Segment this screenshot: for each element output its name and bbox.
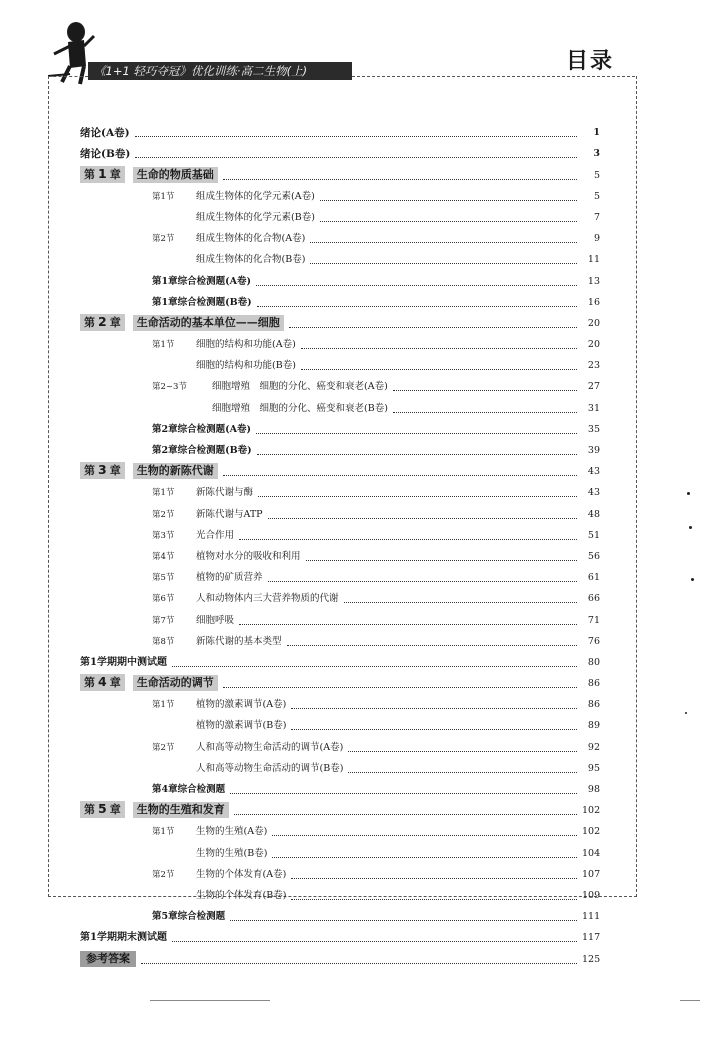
toc-entry-label: [80, 190, 315, 204]
table-of-contents: [80, 119, 600, 967]
entry-title: 人和高等动物生命活动的调节(B卷): [196, 762, 344, 774]
page-number: 80: [587, 656, 600, 668]
section-title: 细胞增殖 细胞的分化、癌变和衰老(A卷): [212, 381, 388, 393]
page-number: 43: [587, 466, 600, 478]
dot-leader: [393, 389, 577, 391]
page-number: 1: [593, 127, 600, 139]
entry-title: 第2章综合检测题(B卷): [152, 445, 252, 456]
chapter-number: 1: [98, 165, 107, 181]
toc-entry-section[interactable]: [80, 479, 600, 500]
toc-entry-label: [80, 698, 286, 712]
toc-entry-label: [80, 910, 225, 924]
toc-entry-label: [80, 232, 305, 246]
toc-entry-label: [80, 592, 339, 606]
section-number: 第2节: [152, 509, 175, 520]
section-title: 细胞的结构和功能(A卷): [196, 339, 296, 351]
entry-title: 第1章综合检测题(B卷): [152, 296, 252, 308]
section-number: 第3节: [152, 530, 175, 541]
page-number: 71: [587, 614, 600, 626]
toc-entry-test[interactable]: [80, 903, 600, 924]
page-number: 5: [593, 169, 600, 181]
section-title: 新陈代谢与ATP: [196, 508, 263, 520]
dot-leader: [239, 623, 577, 625]
page-number: 20: [587, 317, 600, 329]
toc-entry-label: [80, 166, 218, 183]
dot-leader: [256, 432, 577, 434]
section-title: 生物的个体发育(A卷): [196, 868, 287, 880]
toc-entry-sub[interactable]: [80, 712, 600, 733]
dot-leader: [320, 199, 577, 201]
chapter-prefix: 第: [84, 676, 95, 690]
toc-entry-label: [80, 275, 251, 289]
dot-leader: [258, 495, 577, 497]
toc-entry-label: [80, 147, 130, 161]
toc-entry-label: [80, 719, 286, 733]
dot-leader: [172, 665, 577, 667]
entry-title: 第1学期期中测试题: [80, 656, 167, 668]
chapter-number: 3: [98, 462, 107, 478]
entry-title: 第1章综合检测题(A卷): [152, 275, 251, 287]
toc-entry-label: [80, 314, 284, 331]
page-number: 102: [582, 805, 601, 817]
section-number: 第7节: [152, 615, 175, 626]
entry-title: 第2章综合检测题(A卷): [152, 423, 251, 435]
toc-entry-label: [80, 635, 282, 649]
toc-entry-section[interactable]: [80, 500, 600, 521]
bottom-scan-line: [150, 1000, 270, 1001]
toc-entry-term[interactable]: [80, 649, 600, 670]
page-number: 125: [582, 953, 601, 965]
page-number: 89: [587, 720, 600, 732]
entry-title: 组成生物体的化学元素(B卷): [196, 211, 315, 223]
toc-entry-section[interactable]: [80, 606, 600, 627]
section-number: 第1节: [152, 700, 175, 711]
page-number: 66: [587, 593, 600, 605]
page-number: 92: [587, 741, 600, 753]
section-number: 第2~3节: [152, 382, 187, 393]
section-number: 第1节: [152, 488, 175, 499]
entry-title: 植物的激素调节(B卷): [196, 720, 287, 732]
toc-entry-sub[interactable]: [80, 246, 600, 267]
toc-entry-label: [80, 296, 252, 310]
entry-title: 第1学期期末测试题: [80, 932, 167, 944]
dot-leader: [172, 940, 577, 942]
toc-entry-label: [80, 402, 388, 416]
toc-entry-label: [80, 931, 167, 945]
section-title: 植物的激素调节(A卷): [196, 699, 287, 711]
section-title: 生物的生殖(A卷): [196, 826, 268, 838]
page-number: 76: [587, 635, 600, 647]
chapter-number-chip: [80, 166, 125, 183]
toc-entry-label: [80, 868, 286, 882]
dot-leader: [291, 728, 577, 730]
section-number: 第6节: [152, 594, 175, 605]
toc-entry-section[interactable]: [80, 628, 600, 649]
entry-title: 绪论(A卷): [80, 127, 130, 140]
chapter-title: 生命的物质基础: [133, 167, 218, 183]
chapter-suffix: 章: [109, 803, 121, 817]
toc-entry-chapter[interactable]: [80, 458, 600, 479]
page-number: 35: [587, 423, 600, 435]
toc-entry-section[interactable]: [80, 373, 600, 394]
chapter-suffix: 章: [109, 464, 121, 478]
dot-leader: [393, 411, 577, 413]
section-number: 第2节: [152, 234, 175, 245]
page-number: 109: [582, 889, 601, 901]
page-number: 3: [593, 148, 600, 160]
page-number: 86: [587, 678, 600, 690]
section-title: 人和高等动物生命活动的调节(A卷): [196, 741, 344, 753]
toc-entry-section[interactable]: [80, 225, 600, 246]
page-number: 16: [587, 296, 600, 308]
page-number: 27: [587, 381, 600, 393]
dot-leader: [135, 135, 577, 137]
section-title: 植物的矿质营养: [196, 572, 263, 584]
dot-leader: [301, 368, 577, 370]
dot-leader: [272, 856, 577, 858]
dot-leader: [287, 644, 577, 646]
dot-leader: [223, 686, 577, 688]
toc-entry-section[interactable]: [80, 183, 600, 204]
toc-entry-label: [80, 847, 267, 861]
page-number: 86: [587, 699, 600, 711]
toc-entry-label: [80, 825, 267, 839]
dot-leader: [310, 241, 577, 243]
entry-title: 第5章综合检测题: [152, 911, 226, 923]
page-number: 20: [587, 339, 600, 351]
dot-leader: [257, 453, 577, 455]
chapter-number-chip: [80, 462, 125, 479]
dot-leader: [301, 347, 577, 349]
page-number: 56: [587, 550, 600, 562]
toc-entry-sub[interactable]: [80, 755, 600, 776]
entry-title: 绪论(B卷): [80, 148, 131, 161]
page-number: 48: [587, 508, 600, 520]
dot-leader: [268, 580, 577, 582]
dot-leader: [223, 474, 577, 476]
section-title: 组成生物体的化学元素(A卷): [196, 190, 315, 202]
toc-entry-section[interactable]: [80, 733, 600, 754]
answers-title: 参考答案: [80, 951, 136, 967]
section-number: 第1节: [152, 827, 175, 838]
toc-entry-chapter[interactable]: [80, 310, 600, 331]
toc-entry-section[interactable]: [80, 331, 600, 352]
entry-title: 组成生物体的化合物(B卷): [196, 254, 306, 266]
toc-entry-label: [80, 550, 301, 564]
dot-leader: [348, 750, 577, 752]
dot-leader: [348, 771, 577, 773]
page-number: 43: [587, 487, 600, 499]
chapter-number: 4: [98, 674, 107, 690]
toc-entry-section[interactable]: [80, 543, 600, 564]
chapter-number: 5: [98, 801, 107, 817]
chapter-title: 生物的新陈代谢: [133, 463, 218, 479]
toc-entry-sub[interactable]: [80, 394, 600, 415]
page-number: 11: [587, 254, 600, 266]
toc-entry-label: [80, 762, 343, 776]
page-number: 61: [587, 572, 600, 584]
chapter-prefix: 第: [84, 315, 95, 329]
page-number: 102: [582, 826, 601, 838]
toc-entry-section[interactable]: [80, 861, 600, 882]
section-number: 第4节: [152, 551, 175, 562]
toc-entry-term[interactable]: [80, 924, 600, 945]
dot-leader: [291, 898, 577, 900]
page-number: 104: [582, 847, 601, 859]
toc-entry-section[interactable]: [80, 564, 600, 585]
dot-leader: [291, 877, 577, 879]
toc-entry-label: [80, 211, 315, 225]
section-number: 第1节: [152, 191, 175, 202]
toc-entry-label: [80, 423, 251, 437]
toc-entry-label: [80, 359, 296, 373]
toc-entry-label: [80, 801, 229, 818]
entry-title: 细胞的结构和功能(B卷): [196, 360, 296, 372]
section-title: 细胞呼吸: [196, 614, 235, 626]
page-number: 7: [593, 211, 600, 223]
chapter-suffix: 章: [109, 167, 121, 181]
dot-leader: [234, 813, 577, 815]
entry-title: 生物的生殖(B卷): [196, 847, 268, 859]
section-number: 第1节: [152, 340, 175, 351]
page-number: 98: [587, 784, 600, 795]
page-number: 95: [587, 762, 600, 774]
toc-entry-answers[interactable]: [80, 945, 600, 966]
section-title: 新陈代谢与酶: [196, 487, 254, 499]
section-title: 人和动物体内三大营养物质的代谢: [196, 593, 339, 605]
section-title: 植物对水分的吸收和利用: [196, 550, 301, 562]
page-number: 39: [587, 445, 600, 456]
dot-leader: [256, 284, 577, 286]
toc-entry-label: [80, 529, 234, 543]
toc-entry-top[interactable]: [80, 119, 600, 140]
page-number: 23: [587, 360, 600, 372]
dot-leader: [310, 262, 577, 264]
dot-leader: [344, 601, 577, 603]
chapter-title: 生命活动的基本单位——细胞: [133, 315, 284, 331]
chapter-suffix: 章: [109, 315, 121, 329]
toc-entry-label: [80, 126, 130, 140]
dot-leader: [306, 559, 577, 561]
chapter-title: 生物的生殖和发育: [133, 802, 229, 818]
toc-entry-label: [80, 656, 167, 670]
toc-entry-test[interactable]: [80, 437, 600, 458]
entry-title: 第4章综合检测题: [152, 784, 226, 795]
section-number: 第8节: [152, 636, 175, 647]
dot-leader: [289, 326, 577, 328]
toc-entry-test[interactable]: [80, 267, 600, 288]
toc-entry-label: [80, 889, 286, 903]
toc-entry-section[interactable]: [80, 818, 600, 839]
dot-leader: [257, 305, 577, 307]
toc-entry-chapter[interactable]: [80, 670, 600, 691]
section-number: 第5节: [152, 573, 175, 584]
chapter-suffix: 章: [109, 676, 121, 690]
dot-leader: [230, 919, 577, 921]
toc-entry-section[interactable]: [80, 585, 600, 606]
dot-leader: [135, 156, 577, 158]
toc-entry-label: [80, 380, 388, 394]
entry-title: 细胞增殖 细胞的分化、癌变和衰老(B卷): [212, 402, 388, 414]
toc-entry-label: [80, 338, 296, 352]
dot-leader: [223, 178, 577, 180]
chapter-title: 生命活动的调节: [133, 675, 218, 691]
section-title: 新陈代谢的基本类型: [196, 635, 282, 647]
toc-entry-sub[interactable]: [80, 882, 600, 903]
page-number: 117: [582, 932, 601, 944]
toc-entry-label: [80, 614, 234, 628]
toc-entry-label: [80, 444, 252, 458]
entry-title: 生物的个体发育(B卷): [196, 889, 287, 901]
section-title: 组成生物体的化合物(A卷): [196, 233, 306, 245]
page-number: 111: [582, 911, 601, 923]
toc-entry-label: [80, 462, 218, 479]
page-number: 9: [593, 233, 600, 245]
toc-entry-label: [80, 741, 343, 755]
page-number: 31: [587, 402, 600, 414]
toc-entry-sub[interactable]: [80, 204, 600, 225]
chapter-number-chip: [80, 314, 125, 331]
chapter-prefix: 第: [84, 167, 95, 181]
toc-entry-section[interactable]: [80, 522, 600, 543]
chapter-prefix: 第: [84, 803, 95, 817]
toc-entry-sub[interactable]: [80, 352, 600, 373]
dot-leader: [268, 517, 577, 519]
toc-entry-label: [80, 253, 305, 267]
chapter-number-chip: [80, 674, 125, 691]
page-number: 51: [587, 529, 600, 541]
chapter-number: 2: [98, 313, 107, 329]
toc-entry-chapter[interactable]: [80, 161, 600, 182]
page-number: 13: [587, 275, 600, 287]
toc-entry-chapter[interactable]: [80, 797, 600, 818]
page-number: 5: [593, 190, 600, 202]
toc-entry-test[interactable]: [80, 416, 600, 437]
toc-entry-label: [80, 951, 136, 967]
toc-entry-label: [80, 783, 225, 797]
toc-entry-label: [80, 571, 263, 585]
dot-leader: [320, 220, 577, 222]
toc-entry-sub[interactable]: [80, 839, 600, 860]
chapter-prefix: 第: [84, 464, 95, 478]
section-number: 第2节: [152, 869, 175, 880]
page-title: 目录: [566, 49, 615, 74]
dot-leader: [239, 538, 577, 540]
book-title-banner: 《1+1 轻巧夺冠》优化训练·高二生物(上): [88, 62, 352, 80]
dot-leader: [291, 707, 577, 709]
toc-entry-label: [80, 486, 253, 500]
toc-entry-label: [80, 508, 263, 522]
toc-entry-test[interactable]: [80, 776, 600, 797]
section-number: 第2节: [152, 742, 175, 753]
dot-leader: [272, 834, 577, 836]
toc-entry-test[interactable]: [80, 289, 600, 310]
dot-leader: [230, 792, 577, 794]
section-title: 光合作用: [196, 529, 235, 541]
toc-entry-label: [80, 674, 218, 691]
page-number: 107: [582, 868, 601, 880]
toc-entry-top[interactable]: [80, 140, 600, 161]
toc-entry-section[interactable]: [80, 691, 600, 712]
chapter-number-chip: [80, 801, 125, 818]
dot-leader: [141, 962, 577, 964]
bottom-scan-line-right: [680, 1000, 700, 1001]
